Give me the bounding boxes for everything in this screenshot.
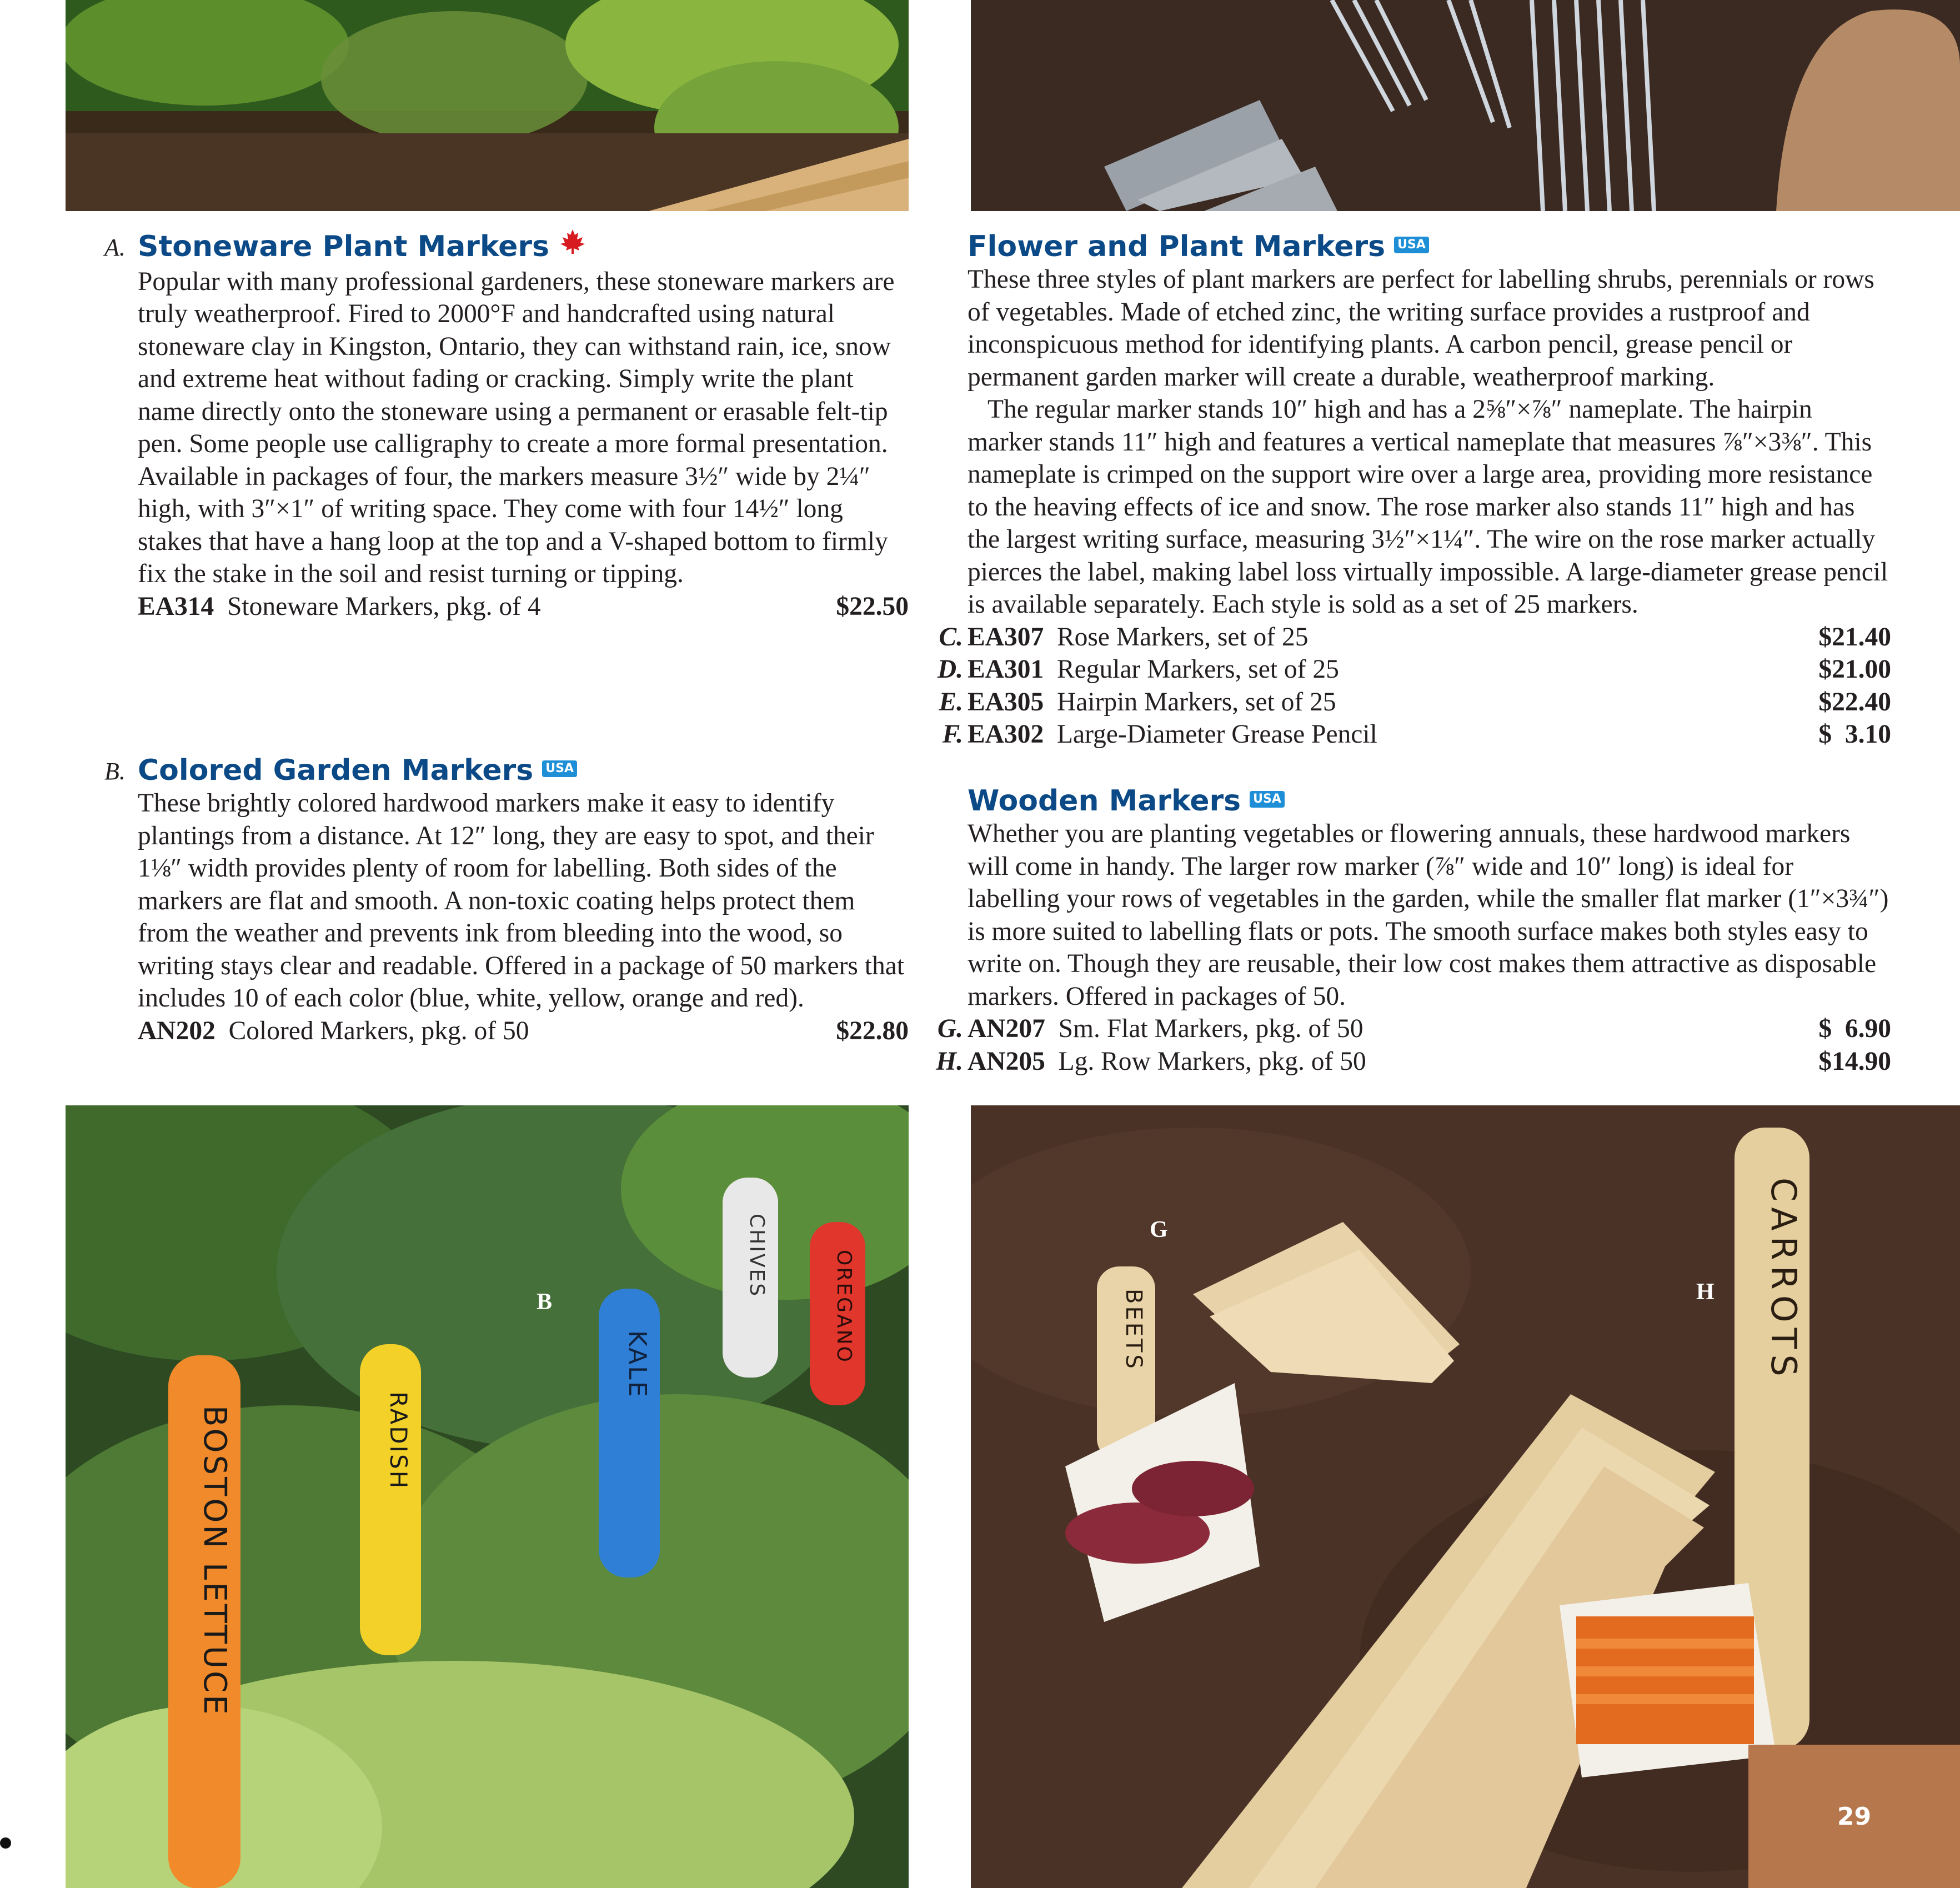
photo-label-h: H (1696, 1279, 1715, 1305)
item-letter: D. (937, 655, 963, 684)
page-number-tab (1748, 1745, 1960, 1888)
product-code: AN207 (968, 1014, 1045, 1043)
product-row (937, 1013, 1891, 1045)
product-price: $22.50 (836, 592, 909, 621)
section-title-text: Flower and Plant Markers (968, 230, 1386, 263)
product-price: $22.40 (1818, 687, 1891, 717)
product-name: Rose Markers, set of 25 (1057, 622, 1309, 652)
section-wooden-markers (936, 784, 1891, 1078)
section-title-text: Stoneware Plant Markers (138, 230, 549, 263)
product-row (138, 590, 909, 623)
section-title (968, 230, 1891, 263)
paragraph-2: The regular marker stands 10″ high and has a 2⅝″×⅞″ nameplate. The hairpin marker stands 11″ high and features a vertical nameplate that measures ⅞″×3⅜″. This nameplate is crimped on the support wire over a large area, providing more resistance to the heaving effects of ice and snow. The rose marker also stands 11″ high and has the largest writing surface, measuring 3½″×1¼″. The wire on the rose marker actually pierces the label, making label loss virtually impossible. A large-diameter grease pencil is available separately. Each style is sold as a set of 25 markers. (968, 395, 1888, 619)
product-row (936, 1045, 1891, 1078)
seed-packet-carrots (1560, 1583, 1776, 1777)
section-title (968, 784, 1891, 818)
item-letter: G. (937, 1014, 963, 1043)
product-name: Stoneware Markers, pkg. of 4 (227, 592, 541, 621)
photo-label-g: G (1150, 1217, 1168, 1243)
product-code: EA305 (968, 687, 1044, 717)
marker-stake-yellow (360, 1344, 421, 1655)
marker-label: BOSTON LETTUCE (197, 1405, 233, 1717)
product-name: Colored Markers, pkg. of 50 (228, 1016, 529, 1045)
section-body (968, 263, 1891, 621)
bullet-dot (0, 1837, 11, 1849)
product-row (942, 718, 1891, 751)
photo-herbs-raised-bed (66, 0, 909, 211)
section-letter: B. (104, 758, 126, 785)
item-letter: E. (939, 687, 963, 717)
page-number: 29 (1837, 1802, 1872, 1831)
marker-stake-white (723, 1178, 778, 1378)
photo-zinc-markers (971, 0, 1960, 211)
section-title-text: Wooden Markers (968, 784, 1241, 818)
marker-stake-blue (599, 1289, 660, 1577)
product-price: $ 3.10 (1818, 720, 1891, 749)
product-code: EA302 (968, 720, 1044, 749)
product-price: $ 6.90 (1818, 1014, 1891, 1043)
maple-leaf-icon (559, 228, 586, 262)
usa-badge-icon: USA (1250, 791, 1285, 808)
product-row (937, 653, 1891, 686)
product-price: $21.00 (1818, 655, 1891, 684)
section-body: These brightly colored hardwood markers make it easy to identify plantings from a distance. At 12″ long, they are easy to spot, and their 1⅛″ width provides plenty of room for labelling. Both sides of the markers are flat and smooth. A non-toxic coating helps protect them from the weather and prevents ink from bleeding into the wood, so writing stays clear and readable. Offered in a package of 50 markers that includes 10 of each color (blue, white, yellow, orange and red). (138, 789, 904, 1013)
product-code: EA301 (968, 655, 1044, 684)
product-name: Large-Diameter Grease Pencil (1057, 720, 1377, 749)
section-colored-markers (104, 754, 909, 1047)
section-title (138, 230, 909, 266)
marker-label: CARROTS (1763, 1178, 1804, 1382)
usa-badge-icon: USA (1394, 237, 1429, 253)
product-code: AN202 (138, 1016, 215, 1045)
section-title (138, 754, 909, 787)
section-flower-plant-markers (937, 230, 1891, 751)
paragraph-1: These three styles of plant markers are perfect for labelling shrubs, perennials or rows of vegetables. Made of etched zinc, the writing surface provides a rustproof and inconspicuous method for identifying plants. A carbon pencil, grease pencil or permanent garden marker will create a durable, weatherproof marking. (968, 265, 1874, 392)
section-stoneware-markers (104, 230, 909, 623)
section-letter: A. (104, 234, 126, 261)
product-price: $14.90 (1818, 1046, 1891, 1076)
marker-label: BEETS (1121, 1289, 1146, 1371)
product-row (939, 686, 1891, 719)
item-letter: C. (939, 622, 963, 652)
product-name: Hairpin Markers, set of 25 (1057, 687, 1336, 717)
photo-colored-markers (66, 1105, 909, 1888)
item-letter: F. (942, 720, 963, 749)
product-code: EA314 (138, 592, 214, 621)
product-price: $22.80 (836, 1016, 909, 1045)
photo-label-b: B (537, 1289, 553, 1315)
marker-stake-orange (168, 1355, 240, 1888)
product-name: Regular Markers, set of 25 (1057, 655, 1339, 684)
section-body: Popular with many professional gardeners, these stoneware markers are truly weatherproof. Fired to 2000°F and handcrafted using natural stoneware clay in Kingston, Ontario, they can withstand rain, ice, snow and extreme heat without fading or cracking. Simply write the plant name directly onto the stoneware using a permanent or erasable felt-tip pen. Some people use calligraphy to create a more formal presentation. Available in packages of four, the markers measure 3½″ wide by 2¼″ high, with 3″×1″ of writing space. They come with four 14½″ long stakes that have a hang loop at the top and a V-shaped bottom to firmly fix the stake in the soil and resist turning or tipping. (138, 267, 895, 588)
item-letter: H. (936, 1046, 963, 1076)
marker-label: RADISH (385, 1391, 412, 1490)
product-name: Lg. Row Markers, pkg. of 50 (1058, 1046, 1366, 1076)
product-code: EA307 (968, 622, 1044, 652)
marker-label: CHIVES (745, 1214, 768, 1298)
product-row (138, 1015, 909, 1048)
marker-label: KALE (623, 1330, 651, 1399)
section-title-text: Colored Garden Markers (138, 754, 534, 787)
product-code: AN205 (968, 1046, 1045, 1076)
product-name: Sm. Flat Markers, pkg. of 50 (1058, 1014, 1364, 1043)
section-body: Whether you are planting vegetables or flowering annuals, these hardwood markers will come in handy. The larger row marker (⅞″ wide and 10″ long) is ideal for labelling your rows of vegetables in the garden, while the smaller flat marker (1″×3¾″) is more suited to labelling flats or pots. The smooth surface makes both styles easy to write on. Though they are reusable, their low cost makes them attractive as disposable markers. Offered in packages of 50. (968, 819, 1889, 1011)
usa-badge-icon: USA (542, 760, 577, 777)
marker-stake-red (810, 1222, 865, 1405)
product-price: $21.40 (1818, 622, 1891, 652)
product-row (939, 621, 1891, 654)
marker-label: OREGANO (833, 1250, 855, 1364)
